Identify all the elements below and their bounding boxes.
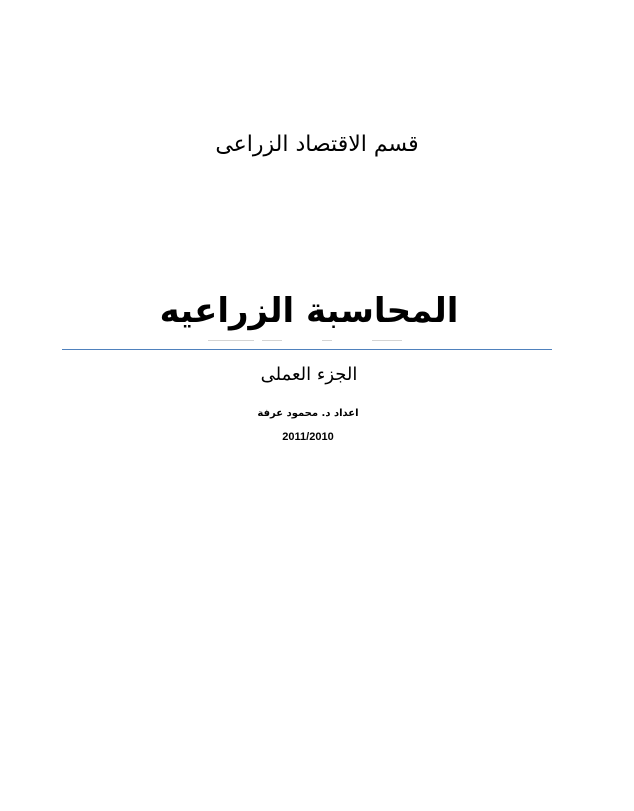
department-heading: قسم الاقتصاد الزراعى (215, 132, 419, 157)
academic-year: 2011/2010 (282, 431, 334, 443)
author-line: اعداد د. محمود عرفة (257, 408, 359, 419)
title-underline-marks (0, 340, 634, 342)
title-divider (62, 349, 552, 350)
subtitle: الجزء العملى (260, 364, 358, 385)
page-title: المحاسبة الزراعيه (159, 291, 459, 331)
